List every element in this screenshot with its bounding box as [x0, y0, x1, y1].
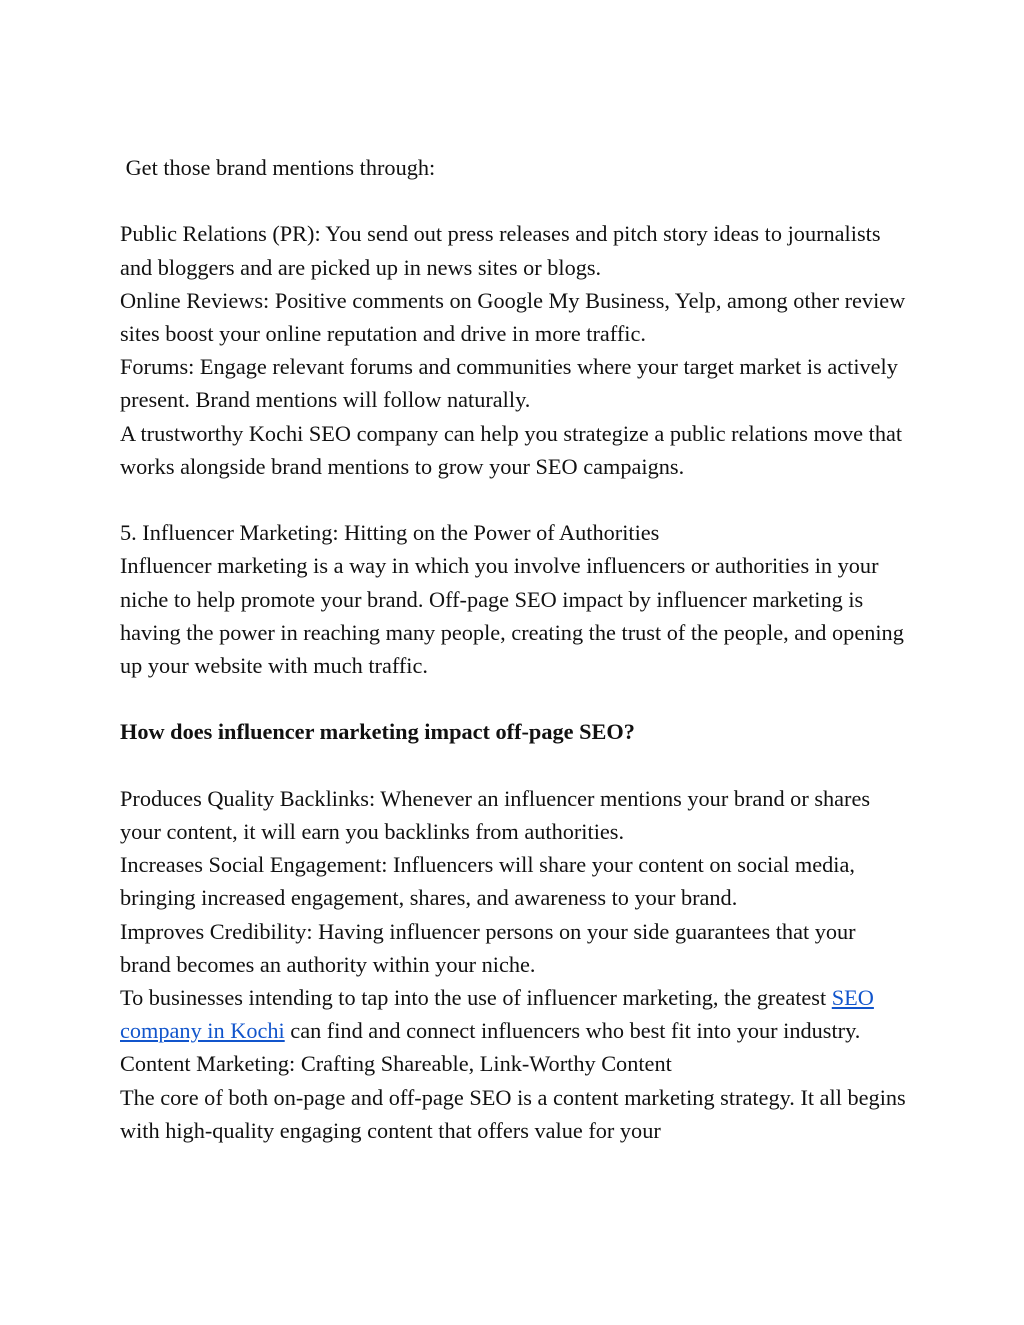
influencer-heading: 5. Influencer Marketing: Hitting on the Power of Authorities	[120, 520, 660, 546]
businesses-paragraph	[120, 981, 910, 1047]
impact-question-heading: How does influencer marketing impact off-page SEO?	[120, 719, 635, 745]
blank-line	[120, 682, 910, 715]
seo-company-link[interactable]: SEO company in Kochi	[120, 985, 874, 1044]
businesses-text-before: To businesses intending to tap into the use of influencer marketing, the greatest	[120, 985, 832, 1011]
content-marketing-heading: Content Marketing: Crafting Shareable, Link-Worthy Content	[120, 1051, 672, 1077]
intro-paragraph: Get those brand mentions through:	[120, 155, 436, 180]
reviews-paragraph: Online Reviews: Positive comments on Google My Business, Yelp, among other review sites boost your online reputation and drive in more traffic.	[120, 287, 906, 346]
blank-line	[120, 749, 910, 782]
pr-paragraph: Public Relations (PR): You send out press releases and pitch story ideas to journalists and bloggers and are picked up in news sites or blogs.	[120, 221, 881, 280]
forums-paragraph: Forums: Engage relevant forums and communities where your target market is actively present. Brand mentions will follow naturally.	[120, 354, 898, 413]
backlinks-paragraph: Produces Quality Backlinks: Whenever an influencer mentions your brand or shares your content, it will earn you backlinks from authorities.	[120, 785, 871, 844]
influencer-paragraph: Influencer marketing is a way in which you involve influencers or authorities in your niche to help promote your brand. Off-page SEO impact by influencer marketing is having the power in reaching many people, creating the trust of the people, and opening up your website with much traffic.	[120, 553, 904, 679]
document-page	[120, 151, 910, 1147]
businesses-text-after: can find and connect influencers who best fit into your industry.	[284, 1018, 861, 1044]
blank-line	[120, 184, 910, 217]
trustworthy-paragraph: A trustworthy Kochi SEO company can help you strategize a public relations move that works alongside brand mentions to grow your SEO campaigns.	[120, 420, 903, 479]
credibility-paragraph: Improves Credibility: Having influencer persons on your side guarantees that your brand becomes an authority within your niche.	[120, 918, 856, 977]
engagement-paragraph: Increases Social Engagement: Influencers will share your content on social media, bringing increased engagement, shares, and awareness to your brand.	[120, 852, 855, 911]
content-marketing-paragraph: The core of both on-page and off-page SEO is a content marketing strategy. It all begins with high-quality engaging content that offers value for your	[120, 1084, 906, 1143]
blank-line	[120, 483, 910, 516]
